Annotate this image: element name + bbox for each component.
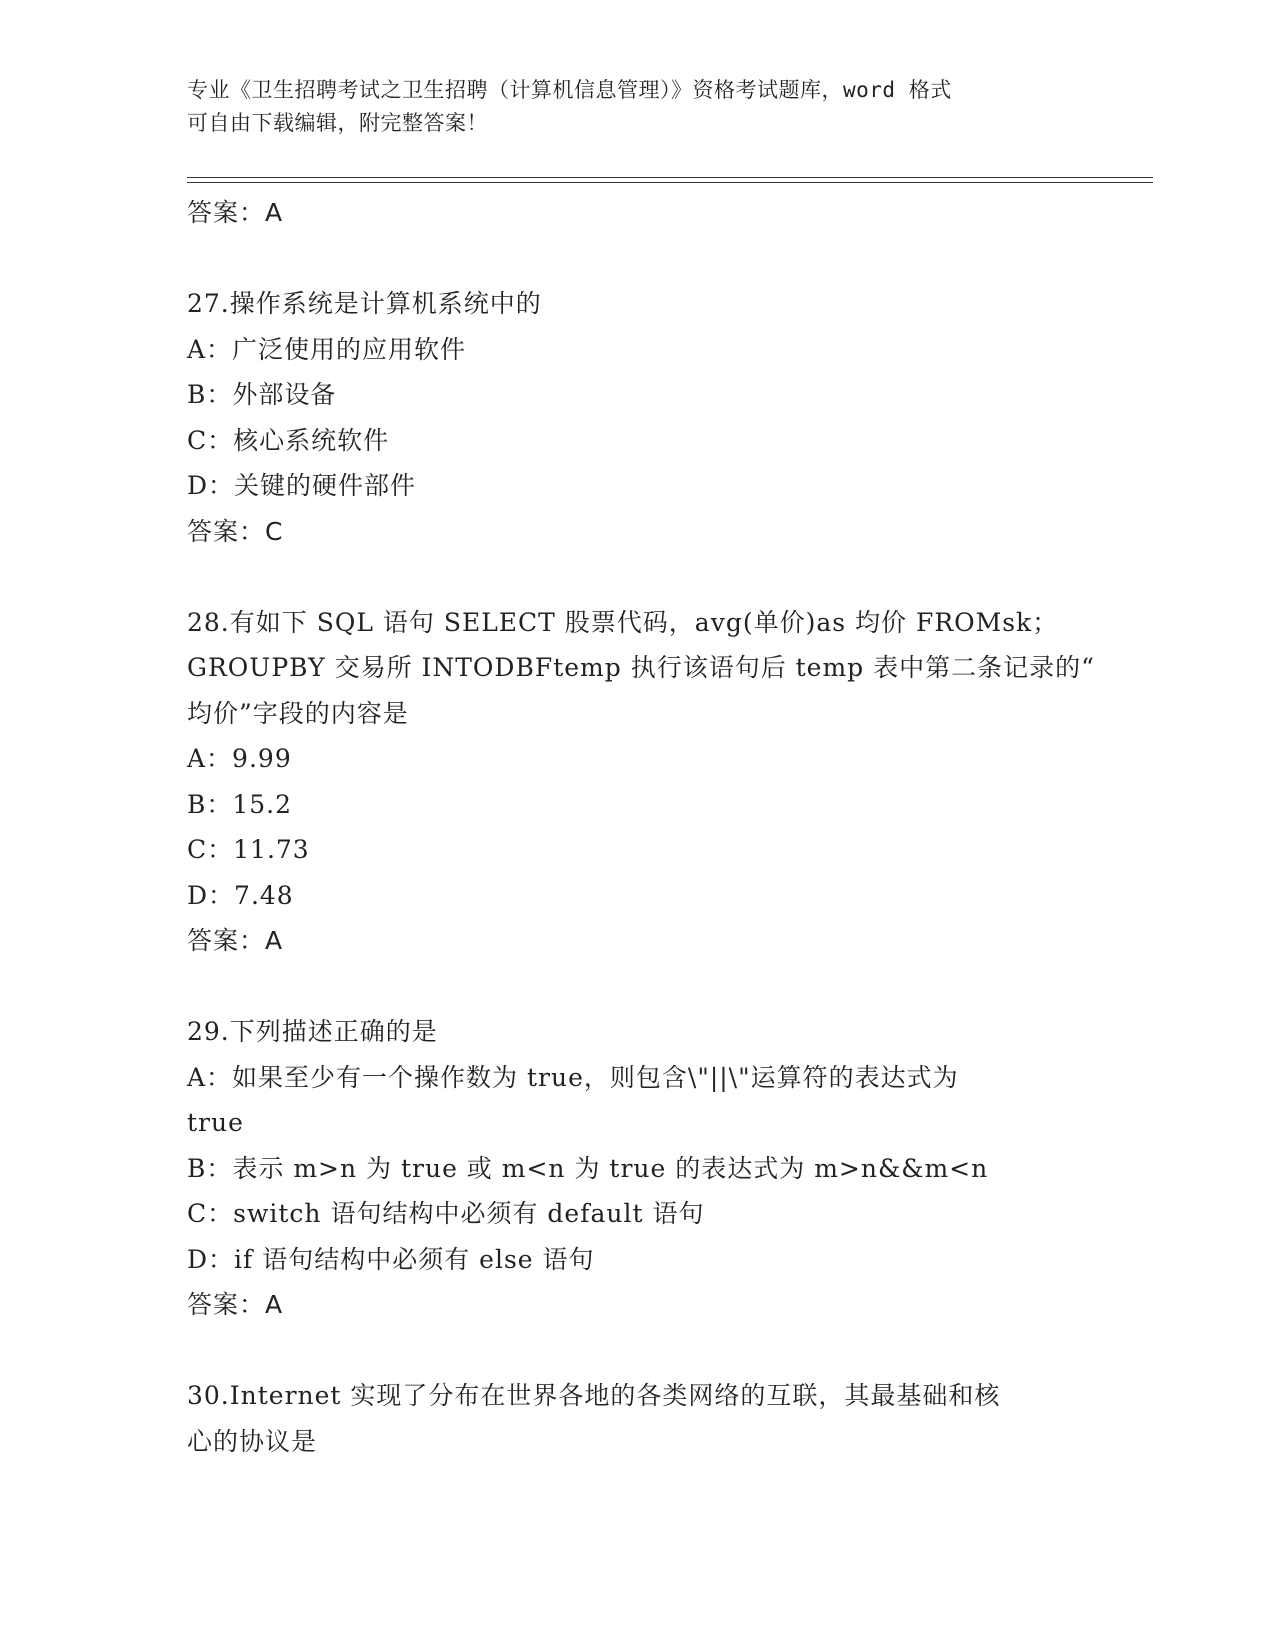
question-30-text-line-1: 30.Internet 实现了分布在世界各地的各类网络的互联，其最基础和核	[187, 1381, 1001, 1410]
header-line-1: 专业《卫生招聘考试之卫生招聘（计算机信息管理）》资格考试题库，word 格式	[187, 78, 952, 102]
question-28-option-d: D：7.48	[187, 880, 294, 910]
answer-line: 答案：A	[187, 198, 284, 227]
question-27-option-b: B：外部设备	[187, 380, 337, 409]
question-27-option-d: D：关键的硬件部件	[187, 471, 417, 500]
question-28-text-line-2: GROUPBY 交易所 INTODBFtemp 执行该语句后 temp 表中第二条记录的“	[187, 653, 1095, 682]
question-28-option-a: A：9.99	[187, 744, 292, 773]
question-28-option-b: B：15.2	[187, 789, 293, 819]
question-27-answer: 答案：C	[187, 516, 284, 546]
question-29-option-c: C：switch 语句结构中必须有 default 语句	[187, 1199, 705, 1228]
question-27-option-c: C：核心系统软件	[187, 425, 390, 455]
question-28-option-c: C：11.73	[187, 835, 310, 864]
document-header	[187, 74, 1067, 140]
header-rule-top	[187, 177, 1153, 178]
header-line-2: 可自由下载编辑，附完整答案！	[187, 111, 488, 135]
header-rule-bottom	[187, 182, 1153, 183]
question-28-text-line-1: 28.有如下 SQL 语句 SELECT 股票代码，avg(单价)as 均价 FROMsk；	[187, 607, 1059, 637]
question-29-option-d: D：if 语句结构中必须有 else 语句	[187, 1244, 595, 1274]
question-29-option-a-line-1: A：如果至少有一个操作数为 true，则包含\"||\"运算符的表达式为	[187, 1062, 959, 1092]
question-29-text: 29.下列描述正确的是	[187, 1017, 438, 1046]
question-28-answer: 答案：A	[187, 926, 284, 955]
spacer	[187, 964, 1087, 1010]
question-29-answer: 答案：A	[187, 1290, 284, 1319]
question-29-option-b: B：表示 m>n 为 true 或 m<n 为 true 的表达式为 m>n&&m<n	[187, 1153, 989, 1183]
spacer	[187, 236, 1087, 282]
spacer	[187, 554, 1087, 600]
question-27-option-a: A：广泛使用的应用软件	[187, 334, 467, 364]
spacer	[187, 1328, 1087, 1374]
question-27-text: 27.操作系统是计算机系统中的	[187, 289, 542, 318]
question-29-option-a-line-2: true	[187, 1108, 244, 1137]
question-30-text-line-2: 心的协议是	[187, 1426, 318, 1456]
question-list	[187, 190, 1095, 1464]
question-28-text-line-3: 均价”字段的内容是	[187, 698, 409, 728]
